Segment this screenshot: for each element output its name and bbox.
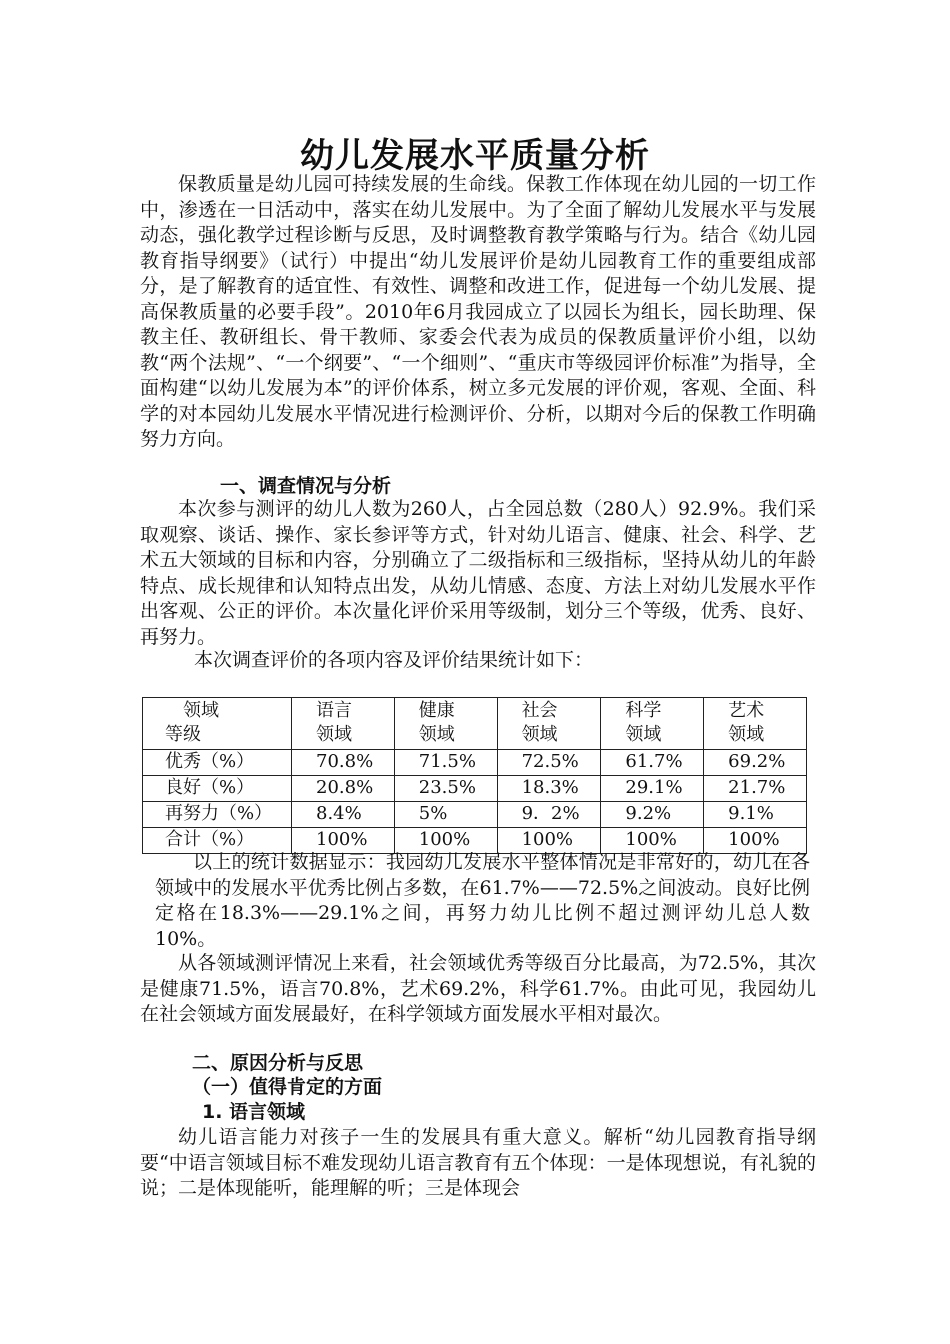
header-line1: 科学 — [625, 700, 662, 721]
table-cell: 5% — [394, 802, 497, 828]
table-cell: 72.5% — [497, 750, 601, 776]
table-row-needs-effort — [143, 802, 807, 828]
header-cell-art — [704, 698, 807, 750]
header-cell-health — [394, 698, 497, 750]
table-cell: 29.1% — [601, 776, 704, 802]
table-cell: 23.5% — [394, 776, 497, 802]
table-cell: 71.5% — [394, 750, 497, 776]
table-cell: 100% — [394, 828, 497, 854]
document-title: 幼儿发展水平质量分析 — [300, 136, 650, 176]
header-line2: 领域 — [418, 724, 455, 745]
header-cell-science — [601, 698, 704, 750]
table-cell: 100% — [704, 828, 807, 854]
section1-paragraph: 本次参与测评的幼儿人数为260人，占全园总数（280人）92.9%。我们采取观察、谈话、操作、家长参评等方式，针对幼儿语言、健康、社会、科学、艺术五大领域的目标和内容，分别确立了二级指标和三级指标，坚持从幼儿的年龄特点、成长规律和认知特点出发，从幼儿情感、态度、方法上对幼儿发展水平作出客观、公正的评价。本次量化评价采用等级制，划分三个等级，优秀、良好、再努力。 — [140, 498, 816, 648]
header-cell-society — [497, 698, 601, 750]
section2-heading: 二、原因分析与反思 — [192, 1052, 364, 1074]
table-cell: 100% — [497, 828, 601, 854]
header-line1: 艺术 — [728, 700, 765, 721]
corner-top-label: 领域 — [183, 700, 219, 721]
table-cell: 69.2% — [704, 750, 807, 776]
row-label: 良好（%） — [143, 776, 292, 802]
header-cell-language — [292, 698, 395, 750]
subsection-heading: （一）值得肯定的方面 — [192, 1076, 383, 1098]
item1-heading: 1. 语言领域 — [202, 1101, 306, 1123]
row-label: 优秀（%） — [143, 750, 292, 776]
row-label: 再努力（%） — [143, 802, 292, 828]
row-label: 合计（%） — [143, 828, 292, 854]
header-line1: 语言 — [316, 700, 352, 721]
table-row-good — [143, 776, 807, 802]
table-cell: 18.3% — [497, 776, 601, 802]
table-row-excellent — [143, 750, 807, 776]
analysis-paragraph-1: 以上的统计数据显示：我园幼儿发展水平整体情况是非常好的，幼儿在各领域中的发展水平优秀比例占多数，在61.7%——72.5%之间波动。良好比例定格在18.3%——29.1%之间，再努力幼儿比例不超过测评幼儿总人数10%。 — [155, 851, 810, 950]
table-cell: 9．2% — [497, 802, 601, 828]
analysis-paragraph-2: 从各领域测评情况上来看，社会领域优秀等级百分比最高，为72.5%，其次是健康71.5%，语言70.8%，艺术69.2%，科学61.7%。由此可见，我园幼儿在社会领域方面发展最好，在科学领域方面发展水平相对最次。 — [140, 952, 816, 1025]
results-table — [142, 697, 807, 854]
table-cell: 61.7% — [601, 750, 704, 776]
table-cell: 9.2% — [601, 802, 704, 828]
header-line2: 领域 — [316, 724, 352, 745]
corner-bottom-label: 等级 — [165, 724, 201, 745]
table-cell: 21.7% — [704, 776, 807, 802]
header-line2: 领域 — [728, 724, 765, 745]
header-line2: 领域 — [625, 724, 662, 745]
section1-heading: 一、调查情况与分析 — [220, 475, 392, 497]
table-intro: 本次调查评价的各项内容及评价结果统计如下： — [194, 649, 594, 671]
table-cell: 100% — [292, 828, 395, 854]
header-line2: 领域 — [521, 724, 558, 745]
item1-paragraph: 幼儿语言能力对孩子一生的发展具有重大意义。解析“幼儿园教育指导纲要“中语言领域目标不难发现幼儿语言教育有五个体现：一是体现想说，有礼貌的说；二是体现能听，能理解的听；三是体现会 — [140, 1126, 816, 1199]
intro-paragraph: 保教质量是幼儿园可持续发展的生命线。保教工作体现在幼儿园的一切工作中，渗透在一日活动中，落实在幼儿发展中。为了全面了解幼儿发展水平与发展动态，强化教学过程诊断与反思，及时调整教育教学策略与行为。结合《幼儿园教育指导纲要》（试行）中提出“幼儿发展评价是幼儿园教育工作的重要组成部分，是了解教育的适宜性、有效性、调整和改进工作，促进每一个幼儿发展、提高保教质量的必要手段”。2010年6月我园成立了以园长为组长，园长助理、保教主任、教研组长、骨干教师、家委会代表为成员的保教质量评价小组，以幼教“两个法规”、“一个纲要”、“一个细则”、“重庆市等级园评价标准”为指导，全面构建“以幼儿发展为本”的评价体系，树立多元发展的评价观，客观、全面、科学的对本园幼儿发展水平情况进行检测评价、分析，以期对今后的保教工作明确努力方向。 — [140, 173, 816, 450]
table-cell: 9.1% — [704, 802, 807, 828]
header-line1: 健康 — [418, 700, 455, 721]
table-cell: 70.8% — [292, 750, 395, 776]
table-header-row — [143, 698, 807, 750]
header-line1: 社会 — [521, 700, 558, 721]
table-cell: 100% — [601, 828, 704, 854]
table-corner-cell — [143, 698, 292, 750]
table-cell: 20.8% — [292, 776, 395, 802]
table-cell: 8.4% — [292, 802, 395, 828]
